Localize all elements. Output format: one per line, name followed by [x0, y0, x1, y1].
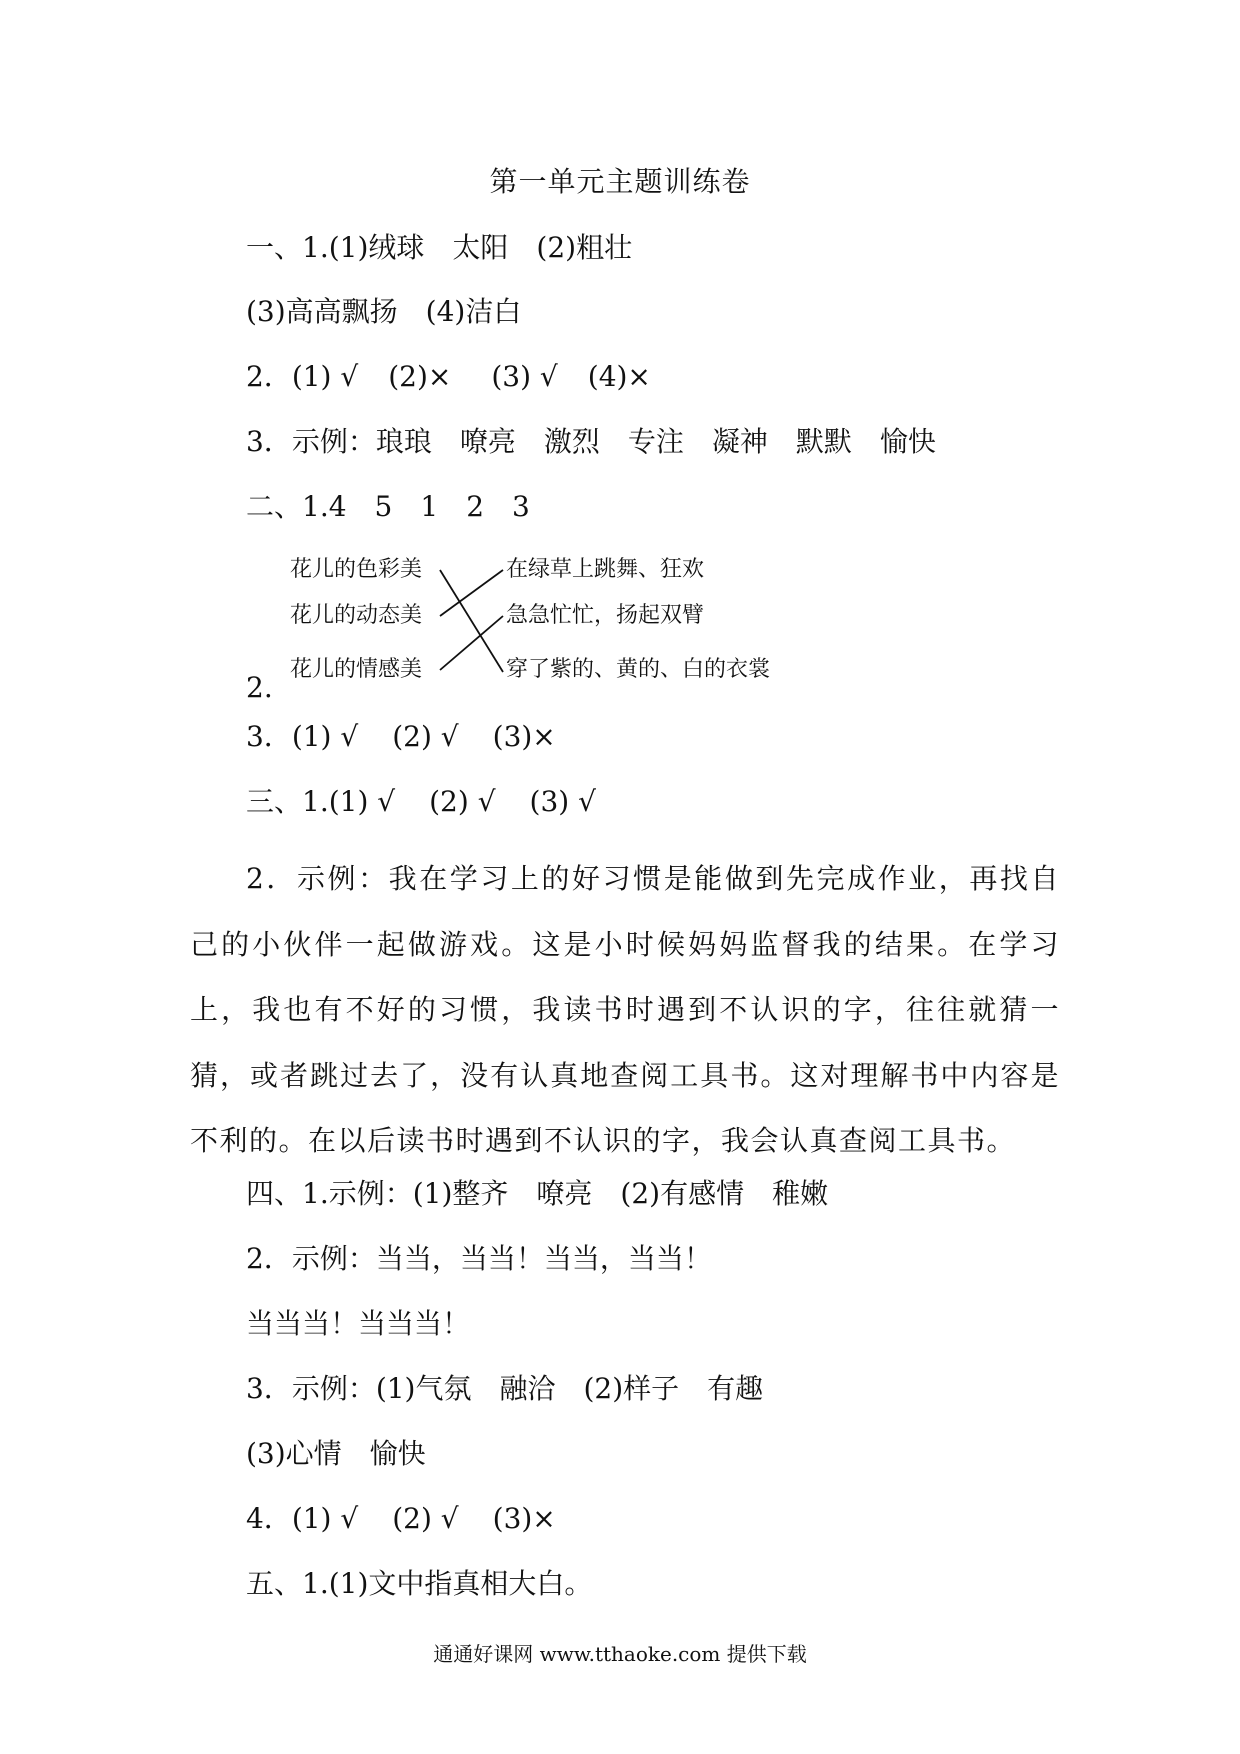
- match-line: [440, 570, 503, 616]
- answer-line-2-1: [246, 487, 530, 527]
- answer-segment: (2) √: [392, 1502, 459, 1535]
- answer-segment: 3．示例：琅琅: [246, 425, 432, 458]
- answer-segment: 3．(1) √: [246, 720, 359, 753]
- answer-segment: (3)高高飘扬: [246, 295, 398, 328]
- answer-segment: 3．示例：(1)气氛: [246, 1372, 472, 1405]
- answer-segment: 有趣: [707, 1372, 764, 1405]
- answer-line-1-3: [246, 422, 936, 462]
- answer-segment: (4)×: [587, 360, 651, 393]
- page-title: 第一单元主题训练卷: [489, 165, 751, 198]
- matching-left-item: 花儿的动态美: [290, 603, 423, 628]
- answer-segment: 五、1.(1)文中指真相大白。: [246, 1567, 593, 1600]
- footer-source-note: 通通好课网 www.tthaoke.com 提供下载: [433, 1642, 807, 1666]
- answer-segment: 当当当！当当当！: [246, 1307, 471, 1340]
- answer-segment: 稚嫩: [772, 1177, 829, 1210]
- answer-segment: 专注: [627, 425, 684, 458]
- answer-line-1-2: [246, 357, 651, 397]
- answer-line-4-4: [246, 1499, 556, 1539]
- answer-line-1-1: [246, 228, 632, 268]
- answer-segment: 嘹亮: [536, 1177, 593, 1210]
- answer-segment: (2)×: [388, 360, 452, 393]
- answer-segment: 凝神: [711, 425, 768, 458]
- answer-segment: (3)心情: [246, 1437, 342, 1470]
- answer-line-1-1-cont: [246, 292, 521, 332]
- matching-question-number: 2.: [246, 671, 273, 704]
- answer-segment: (4)洁白: [425, 295, 522, 328]
- answer-segment: 3: [512, 490, 530, 523]
- answer-segment: 2．(1) √: [246, 360, 359, 393]
- answer-line-2-3: [246, 717, 556, 757]
- answer-segment: 2．示例：当当，当当！当当，当当！: [246, 1242, 712, 1275]
- answer-segment: (2)样子: [583, 1372, 680, 1405]
- answer-segment: (3)×: [492, 720, 556, 753]
- answer-segment: 1: [420, 490, 439, 523]
- match-line: [440, 570, 503, 672]
- answer-line-3-1: [246, 782, 596, 822]
- matching-right-item: 穿了紫的、黄的、白的衣裳: [506, 657, 771, 682]
- matching-right-item: 急急忙忙，扬起双臂: [506, 603, 705, 628]
- answer-segment: 愉快: [879, 425, 936, 458]
- answer-line-4-3-cont: [246, 1434, 426, 1474]
- answer-segment: 2: [466, 490, 485, 523]
- answer-line-4-2-cont: [246, 1304, 470, 1344]
- answer-segment: 四、1.示例：(1)整齐: [246, 1177, 509, 1210]
- answer-line-4-2: [246, 1239, 712, 1279]
- matching-right-item: 在绿草上跳舞、狂欢: [506, 557, 705, 582]
- matching-left-item: 花儿的色彩美: [290, 557, 423, 582]
- match-line: [440, 616, 503, 670]
- answer-line-4-3: [246, 1369, 763, 1409]
- matching-left-item: 花儿的情感美: [290, 657, 423, 682]
- answer-segment: 激烈: [543, 425, 600, 458]
- answer-line-4-1: [246, 1174, 828, 1214]
- answer-segment: (3) √: [491, 360, 558, 393]
- answer-line-5-1: [246, 1564, 592, 1604]
- answer-segment: 嘹亮: [459, 425, 516, 458]
- answer-segment: 二、1.4: [246, 490, 347, 523]
- answer-segment: 太阳: [452, 231, 509, 264]
- answer-segment: 愉快: [369, 1437, 426, 1470]
- answer-segment: 4．(1) √: [246, 1502, 359, 1535]
- answer-segment: (2) √: [392, 720, 459, 753]
- essay-answer-paragraph: 2．示例：我在学习上的好习惯是能做到先完成作业，再找自己的小伙伴一起做游戏。这是小时候妈妈监督我的结果。在学习上，我也有不好的习惯，我读书时遇到不认识的字，往往就猜一猜，或者跳过去了，没有认真地查阅工具书。这对理解书中内容是不利的。在以后读书时遇到不认识的字，我会认真查阅工具书。: [190, 862, 1060, 1157]
- answer-segment: (2)有感情: [620, 1177, 745, 1210]
- answer-segment: (3)×: [492, 1502, 556, 1535]
- answer-segment: 默默: [795, 425, 852, 458]
- answer-segment: 三、1.(1) √: [246, 785, 396, 818]
- answer-segment: 5: [374, 490, 393, 523]
- answer-segment: 融洽: [499, 1372, 556, 1405]
- answer-segment: (2) √: [429, 785, 496, 818]
- answer-segment: (3) √: [529, 785, 596, 818]
- answer-segment: 一、1.(1)绒球: [246, 231, 425, 264]
- answer-segment: (2)粗壮: [536, 231, 633, 264]
